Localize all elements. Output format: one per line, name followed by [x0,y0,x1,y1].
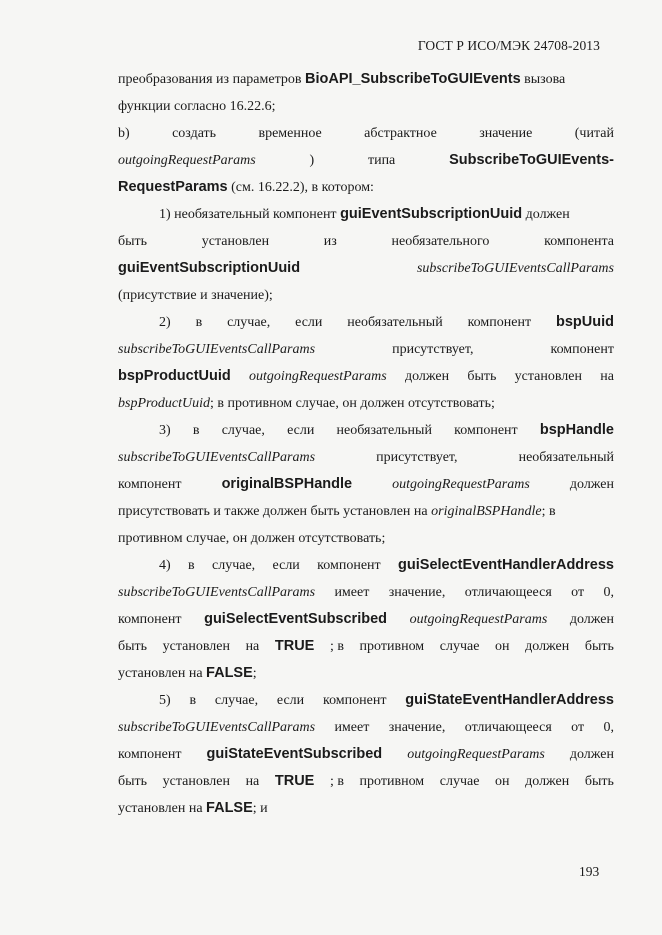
text-line [118,282,614,309]
bold-identifier: TRUE [274,773,315,789]
text-segment: компонент [118,747,182,762]
text-segment: значение, [388,720,446,735]
page-header-standard: ГОСТ Р ИСО/МЭК 24708-2013 [417,38,600,53]
text-segment: должен [525,639,570,654]
text-segment: типа [367,153,396,168]
text-line [118,309,614,336]
text-segment: значение, [388,585,446,600]
text-segment: компонент [322,693,387,708]
text-segment: вызова [520,72,566,87]
text-segment: значение [479,126,533,141]
italic-identifier: subscribeToGUIEventsCallParams [118,450,316,465]
text-segment: компонент [454,423,518,438]
text-segment: от [571,720,585,735]
text-line [118,795,614,822]
text-segment: быть [118,774,148,789]
body-text [118,66,614,822]
text-segment: из [323,234,337,249]
text-segment: 4) [159,558,171,573]
text-segment: необязательного [391,234,490,249]
text-segment: ; [252,666,257,681]
text-segment: функции согласно 16.22.6; [118,99,276,114]
text-line [118,606,614,633]
text-segment: создать [172,126,217,141]
text-segment: быть [118,234,148,249]
text-segment: (читай [574,126,614,141]
text-segment: компонент [317,558,381,573]
text-line [118,660,614,687]
bold-identifier: guiStateEventSubscribed [206,746,383,762]
text-line [118,498,614,525]
text-segment: компонент [467,315,532,330]
text-segment: противном случае, он должен отсутствовать; [118,531,386,546]
text-line [118,525,614,552]
text-line [118,579,614,606]
text-segment: b) [118,126,130,141]
text-segment: противном [359,774,425,789]
text-segment: (см. 16.22.2), в котором: [227,180,374,195]
bold-identifier: SubscribeToGUIEvents- [449,152,614,168]
text-segment: на [600,369,614,384]
text-segment: необязательный [336,423,432,438]
text-segment: 3) [159,423,171,438]
italic-identifier: bspProductUuid [118,396,211,411]
bold-identifier: bspHandle [539,422,614,438]
text-segment: быть [584,774,614,789]
text-segment: случае, [227,315,271,330]
bold-identifier: guiSelectEventHandlerAddress [398,557,614,573]
text-line [118,714,614,741]
text-segment: должен [569,477,614,492]
text-segment: (присутствие и значение); [118,288,273,303]
text-segment: установлен на [118,801,207,816]
text-segment: временное [258,126,322,141]
text-segment: имеет [334,720,370,735]
text-segment: случае, [212,558,256,573]
bold-identifier: bspProductUuid [118,368,231,384]
text-segment: быть [118,639,148,654]
text-segment: присутствует, [392,342,474,357]
text-segment: 0, [603,585,614,600]
text-segment: 0, [603,720,614,735]
italic-identifier: originalBSPHandle [431,504,542,519]
text-segment: случае [439,639,480,654]
italic-identifier: subscribeToGUIEventsCallParams [118,342,316,357]
bold-identifier: originalBSPHandle [221,476,353,492]
text-segment: компонент [550,342,614,357]
text-segment: в [192,423,200,438]
text-segment: должен [569,612,614,627]
text-segment: должен [522,207,570,222]
bold-identifier: bspUuid [555,314,614,330]
italic-identifier: subscribeToGUIEventsCallParams [118,720,316,735]
text-line [118,552,614,579]
italic-identifier: outgoingRequestParams [409,612,548,627]
text-segment: 2) [159,315,171,330]
text-line [118,471,614,498]
text-line [118,390,614,417]
text-line [118,768,614,795]
text-segment: установлен [162,639,230,654]
text-segment: быть [584,639,614,654]
bold-identifier: TRUE [274,638,315,654]
text-line [118,687,614,714]
text-line [118,93,614,120]
text-segment: противном [359,639,425,654]
text-segment: в [195,315,203,330]
text-line [118,417,614,444]
text-segment: на [245,639,260,654]
italic-identifier: subscribeToGUIEventsCallParams [416,261,614,276]
text-line [118,363,614,390]
text-segment: должен [404,369,450,384]
text-segment: компонент [118,477,182,492]
text-segment: если [295,315,323,330]
text-segment: 1) необязательный компонент [159,207,341,222]
text-segment: должен [569,747,614,762]
text-segment: установлен [162,774,230,789]
bold-identifier: guiSelectEventSubscribed [204,611,388,627]
text-line [118,66,614,93]
text-segment: ) [309,153,315,168]
text-segment: абстрактное [364,126,437,141]
italic-identifier: outgoingRequestParams [392,477,530,492]
text-segment: имеет [334,585,370,600]
text-segment: отличающееся [464,585,552,600]
bold-identifier: BioAPI_SubscribeToGUIEvents [304,71,521,87]
page-number: 193 [579,864,600,879]
text-segment: отличающееся [464,720,552,735]
text-segment: в [188,558,195,573]
text-segment: если [272,558,300,573]
text-line [118,255,614,282]
bold-identifier: FALSE [206,665,253,681]
text-segment: он [495,774,510,789]
bold-identifier: FALSE [206,800,253,816]
text-line [118,336,614,363]
text-line [118,633,614,660]
text-segment: ; в противном случае, он должен отсутствовать; [210,396,495,411]
bold-identifier: guiEventSubscriptionUuid [118,260,301,276]
text-segment: ; в [541,504,556,519]
text-segment: случае, [221,423,265,438]
text-segment: 5) [159,693,171,708]
text-line [118,120,614,147]
text-segment: должен [525,774,570,789]
text-segment: установлен [201,234,270,249]
text-segment: установлен на [118,666,207,681]
text-segment: от [571,585,585,600]
text-segment: если [276,693,305,708]
text-segment: ; в [329,639,344,654]
text-line [118,201,614,228]
text-segment: необязательный [518,450,614,465]
text-line [118,444,614,471]
text-segment: на [245,774,260,789]
text-line [118,174,614,201]
bold-identifier: guiEventSubscriptionUuid [340,206,523,222]
text-segment: случае [439,774,480,789]
bold-identifier: RequestParams [118,179,228,195]
text-line [118,147,614,174]
text-segment: он [495,639,510,654]
text-segment: ; в [329,774,344,789]
text-segment: установлен [514,369,582,384]
text-segment: ; и [252,801,268,816]
text-segment: быть [467,369,497,384]
text-segment: если [287,423,315,438]
text-segment: преобразования из параметров [118,72,305,87]
text-line [118,228,614,255]
text-segment: случае, [214,693,259,708]
italic-identifier: subscribeToGUIEventsCallParams [118,585,316,600]
text-segment: компонент [118,612,182,627]
italic-identifier: outgoingRequestParams [249,369,387,384]
text-segment: необязательный [347,315,443,330]
italic-identifier: outgoingRequestParams [407,747,545,762]
text-segment: присутствовать и также должен быть установлен на [118,504,432,519]
text-segment: компонента [544,234,614,249]
text-segment: в [189,693,197,708]
text-segment: присутствует, [376,450,458,465]
bold-identifier: guiStateEventHandlerAddress [405,692,614,708]
italic-identifier: outgoingRequestParams [118,153,256,168]
text-line [118,741,614,768]
